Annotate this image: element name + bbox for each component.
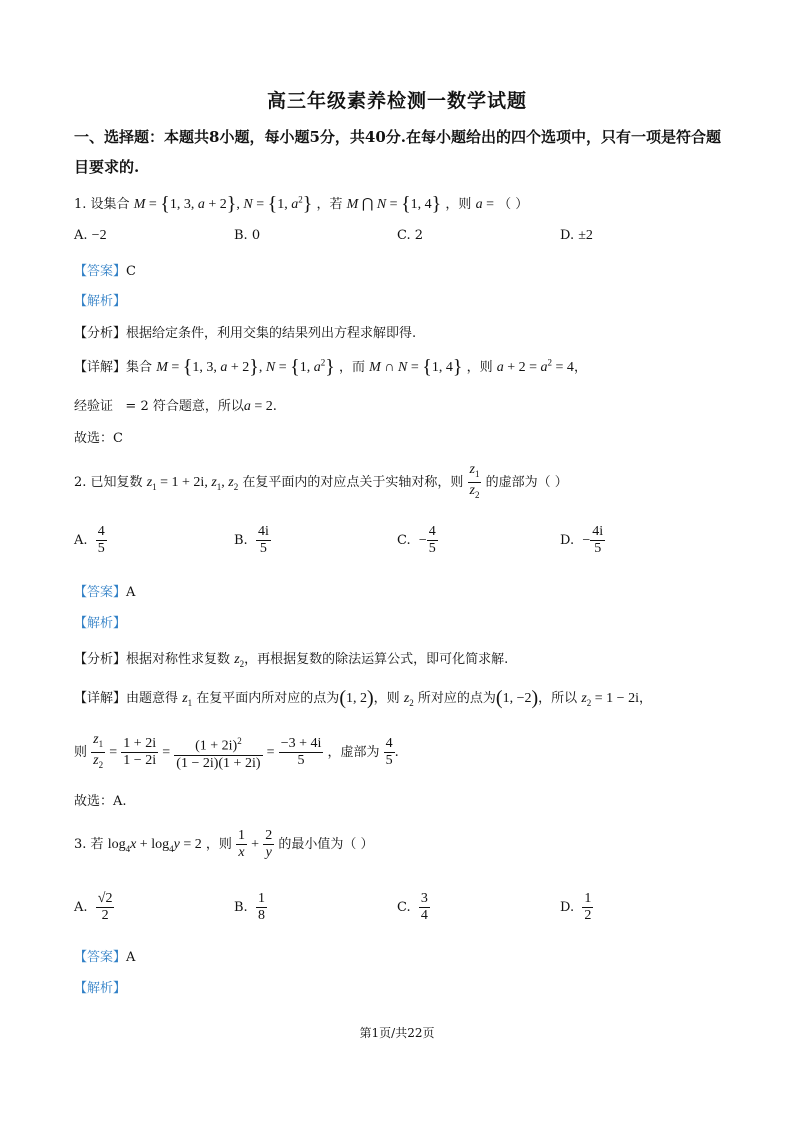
q2-option-a: A. $\frac{4}{5}$	[74, 524, 105, 556]
q1-stem-prefix: 1. 设集合	[74, 197, 130, 212]
q3-answer: 【答案】A	[74, 950, 136, 965]
question-1-stem	[74, 193, 528, 213]
q2-option-c: C. − $\frac{4}{5}$	[397, 524, 436, 556]
q1-stem-mid: ，若	[316, 197, 343, 212]
question-2-stem: 2. 已知复数 $z_1 = 1 + 2i$, $z_1$, $z_2$ 在复平面内的对应点关于实轴对称，则 $\frac{z_1}{z_2}$ 的虚部为（ ）	[74, 462, 568, 500]
q1-detail: 【详解】集合 M = {1, 3, a + 2}, N = {1, $a^2$} ，而 M ∩ N = {1, 4} ，则 $a + 2 = a^2 = 4$，	[74, 356, 587, 378]
q3-option-d: D. $\frac{1}{2}$	[560, 891, 592, 923]
q2-conclusion: 故选：A.	[74, 794, 127, 809]
q2-analysis-tag: 【解析】	[74, 616, 127, 631]
q1-paren: （ ）	[498, 197, 529, 212]
q2-fenxi: 【分析】根据对称性求复数 $z_2$，再根据复数的除法运算公式，即可化简求解.	[74, 652, 509, 669]
page-footer: 第1页/共22页	[359, 1026, 435, 1040]
q1-option-d: D. ±2	[560, 228, 593, 243]
q2-option-d: D. − $\frac{4i}{5}$	[560, 524, 604, 556]
q3-option-b: B. $\frac{1}{8}$	[234, 891, 265, 923]
q1-intersection-formula: M ⋂ N = {1, 4}	[346, 193, 442, 215]
q1-answer: 【答案】C	[74, 264, 136, 279]
q3-option-c: C. $\frac{3}{4}$	[397, 891, 428, 923]
q2-detail-line2: 则 $\frac{z_1}{z_2}$ = $\frac{1 + 2i}{1 - 2i}$ = $\frac{(1 + 2i)^2}{(1 - 2i)(1 + 2i)}$ = $\frac{-3 + 4i}{5}$ ，虚部为 $\frac{4}{5}$ .	[74, 732, 399, 771]
section-heading: 一、选择题：本题共8小题，每小题5分，共40分.在每小题给出的四个选项中，只有一项是符合题目要求的.	[74, 128, 721, 176]
q1-option-a: A. −2	[74, 228, 107, 243]
q1-conclusion: 故选：C	[74, 431, 123, 446]
q1-stem-end: ，则	[445, 197, 472, 212]
q1-option-b: B. 0	[234, 228, 261, 243]
q1-sets-formula: M = {1, 3, a + 2}, N = {1, $a^2$}	[133, 193, 313, 215]
q3-option-a: A. $\frac{√2}{2}$	[74, 891, 113, 923]
q1-a-equals: a =	[475, 197, 494, 212]
q2-answer: 【答案】A	[74, 585, 136, 600]
q1-verify: 经验证 = 2 符合题意，所以a = 2.	[74, 399, 277, 414]
q2-detail: 【详解】由题意得 $z_1$ 在复平面内所对应的点为(1, 2)，则 $z_2$ 所对应的点为(1, −2)，所以 $z_2 = 1 - 2i$，	[74, 687, 652, 709]
question-3-stem: 3. 若 $\log_4x + \log_4y = 2$ ，则 $\frac{1}{x}$ + $\frac{2}{y}$ 的最小值为（ ）	[74, 828, 374, 860]
q1-option-c: C. 2	[397, 228, 424, 243]
q3-analysis-tag: 【解析】	[74, 981, 127, 996]
q1-fenxi: 【分析】根据给定条件，利用交集的结果列出方程求解即得.	[74, 326, 417, 341]
q2-option-b: B. $\frac{4i}{5}$	[234, 524, 269, 556]
q1-analysis-tag: 【解析】	[74, 294, 127, 309]
page-title: 高三年级素养检测一数学试题	[266, 90, 527, 112]
